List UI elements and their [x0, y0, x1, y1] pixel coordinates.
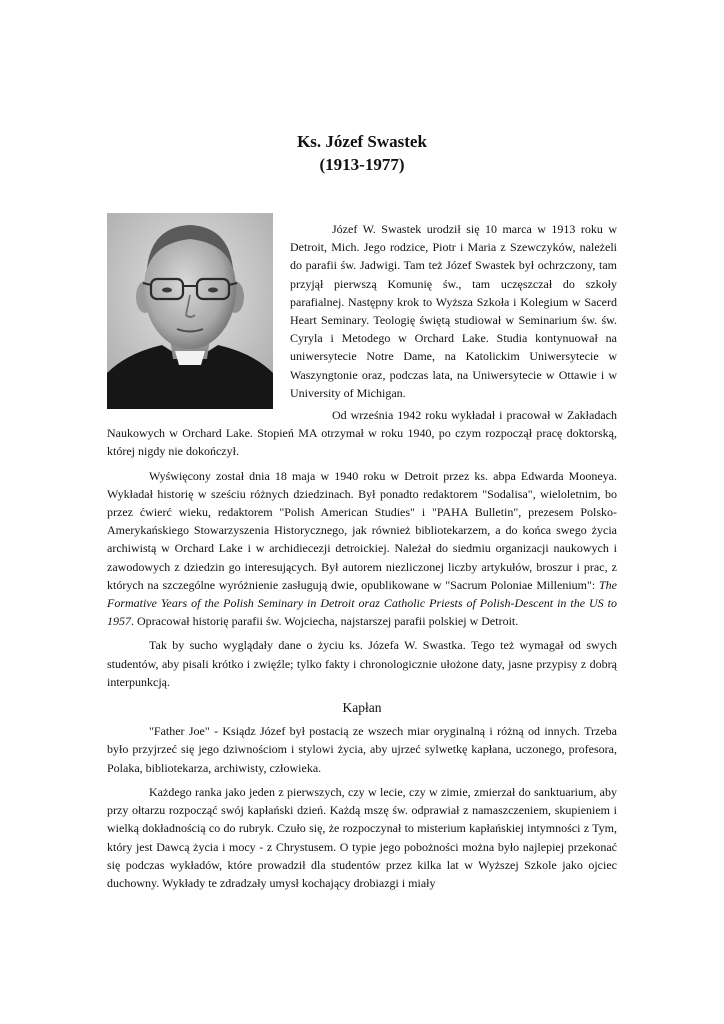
paragraph-4: Tak by sucho wyglądały dane o życiu ks. Józefa W. Swastka. Tego też wymagał od swych studentów, aby pisali krótko i zwięźle; tylko fakty i chronologicznie ułożone daty, jasne przypisy z dobrą interpunkcją.	[107, 638, 617, 689]
paragraph-3-end: . Opracował historię parafii św. Wojciecha, najstarszej parafii polskiej w Detroit.	[131, 614, 519, 629]
paragraph-3-titles: The Formative Years of the Polish Seminary in Detroit oraz Catholic Priests of Polish-Descent in the US to 1957	[107, 577, 617, 629]
paragraph-3	[107, 467, 617, 631]
page-subtitle-years: (1913-1977)	[319, 155, 405, 174]
paragraph-5: "Father Joe" - Ksiądz Józef był postacią ze wszech miar oryginalną i różną od innych. Trzeba było przyjrzeć się jego dziwnościom i stylowi życia, aby ujrzeć sylwetkę kapłana, uczonego, profesora, Polaka, bibliotekarza, archiwisty, człowieka.	[107, 724, 617, 775]
section-heading: Kapłan	[342, 700, 382, 716]
photo-spacer	[107, 220, 290, 420]
paragraph-2: Od września 1942 roku wykładał i pracował w Zakładach Naukowych w Orchard Lake. Stopień MA otrzymał w roku 1940, po czym rozpoczął pracę doktorską, której nigdy nie dokończył.	[107, 408, 617, 459]
page-title: Ks. Józef Swastek	[297, 132, 427, 151]
article-body	[107, 220, 617, 892]
paragraph-3-start: Wyświęcony został dnia 18 maja w 1940 roku w Detroit przez ks. abpa Edwarda Mooneya. Wykładał historię w sześciu różnych dziedzinach. Był ponadto redaktorem "Sodalisa", wieloletnim, bo przez ćwierć wieku, redaktorem "Polish American Studies" i "PAHA Bulletin", prezesem Polsko-Amerykańskiego Stowarzyszenia Historycznego, jak również bibliotekarzem, a do końca swego życia archiwistą w Orchard Lake i w archidiecezji detroickiej. Należał do siedmiu organizacji naukowych i zawodowych z dziedzin go interesujących. Był autorem niezliczonej liczby artykułów, broszur i prac, z których na szczególne wyróżnienie zasługują dwie, opublikowane w "Sacrum Poloniae Millenium":	[107, 468, 617, 592]
paragraph-1: Józef W. Swastek urodził się 10 marca w 1913 roku w Detroit, Mich. Jego rodzice, Piotr i Maria z Szewczyków, należeli do parafii św. Jadwigi. Tam też Józef Swastek był ochrzczony, tam przyjął pierwszą Komunię św., tam uczęszczał do szkoły parafialnej. Następny krok to Wyższa Szkoła i Kolegium w Sacerd Heart Seminary. Teologię świętą studiował w Seminarium św. św. Cyryla i Metodego w Orchard Lake. Studia kontynuował na uniwersytecie Notre Dame, na Katolickim Uniwersytecie w Waszyngtonie oraz, podczas lata, na Uniwersytecie w Ottawie i w University of Michigan.	[290, 222, 617, 400]
paragraph-6: Każdego ranka jako jeden z pierwszych, czy w lecie, czy w zimie, zmierzał do sanktuarium, aby przy ołtarzu rozpocząć swój kapłański dzień. Każdą mszę św. odprawiał z namaszczeniem, skupieniem i wielką dokładnością co do rubryk. Czuło się, że rozpoczynał to misterium kapłańskiej intymności z Tym, który jest Dawcą życia i mocy - z Chrystusem. O typie jego pobożności można było najlepiej przekonać się podczas wykładów, które prowadził dla studentów przez kilka lat w Wyższej Szkole jako ojciec duchowny. Wykłady te zdradzały umysł kochający drobiazgi i miały	[107, 784, 617, 890]
